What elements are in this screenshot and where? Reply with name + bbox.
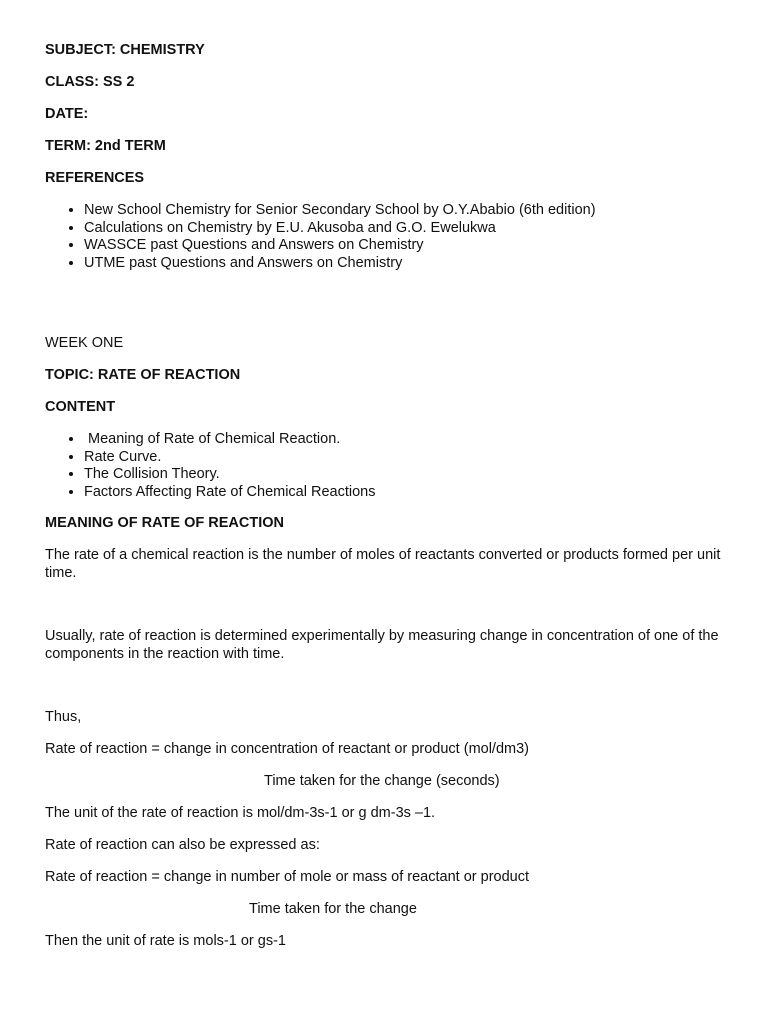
references-list bbox=[45, 202, 728, 272]
class-line: CLASS: SS 2 bbox=[45, 74, 135, 90]
week-label: WEEK ONE bbox=[45, 335, 124, 351]
content-item: • Rate Curve. bbox=[84, 449, 728, 467]
formula-denominator: Time taken for the change (seconds) bbox=[264, 773, 500, 789]
topic-heading: TOPIC: RATE OF REACTION bbox=[45, 367, 241, 383]
term-line: TERM: 2nd TERM bbox=[45, 138, 166, 154]
reference-item: • New School Chemistry for Senior Secondary School by O.Y.Ababio (6th edition) bbox=[84, 202, 728, 220]
content-heading: CONTENT bbox=[45, 399, 116, 415]
unit-text: The unit of the rate of reaction is mol/dm-3s-1 or g dm-3s –1. bbox=[45, 805, 436, 821]
content-item: • Factors Affecting Rate of Chemical Reactions bbox=[84, 484, 728, 502]
reference-item: • UTME past Questions and Answers on Chemistry bbox=[84, 255, 728, 273]
formula-denominator-alt: Time taken for the change bbox=[249, 901, 417, 917]
unit-text-alt: Then the unit of rate is mols-1 or gs-1 bbox=[45, 933, 286, 949]
alternative-expression-text: Rate of reaction can also be expressed as: bbox=[45, 837, 320, 853]
reference-item: • WASSCE past Questions and Answers on Chemistry bbox=[84, 237, 728, 255]
experimental-paragraph: Usually, rate of reaction is determined experimentally by measuring change in concentration of one of the components in the reaction with time. bbox=[45, 628, 719, 662]
content-item: • The Collision Theory. bbox=[84, 466, 728, 484]
subject-line: SUBJECT: CHEMISTRY bbox=[45, 42, 205, 58]
definition-paragraph: The rate of a chemical reaction is the number of moles of reactants converted or products formed per unit time. bbox=[45, 547, 721, 581]
date-line: DATE: bbox=[45, 106, 89, 122]
content-item: • Meaning of Rate of Chemical Reaction. bbox=[84, 431, 728, 449]
formula-numerator-alt: Rate of reaction = change in number of mole or mass of reactant or product bbox=[45, 869, 529, 885]
reference-item: • Calculations on Chemistry by E.U. Akusoba and G.O. Ewelukwa bbox=[84, 220, 728, 238]
references-heading: REFERENCES bbox=[45, 170, 145, 186]
content-list bbox=[45, 431, 728, 501]
meaning-heading: MEANING OF RATE OF REACTION bbox=[45, 515, 284, 531]
formula-numerator: Rate of reaction = change in concentration of reactant or product (mol/dm3) bbox=[45, 741, 530, 757]
thus-text: Thus, bbox=[45, 709, 82, 725]
